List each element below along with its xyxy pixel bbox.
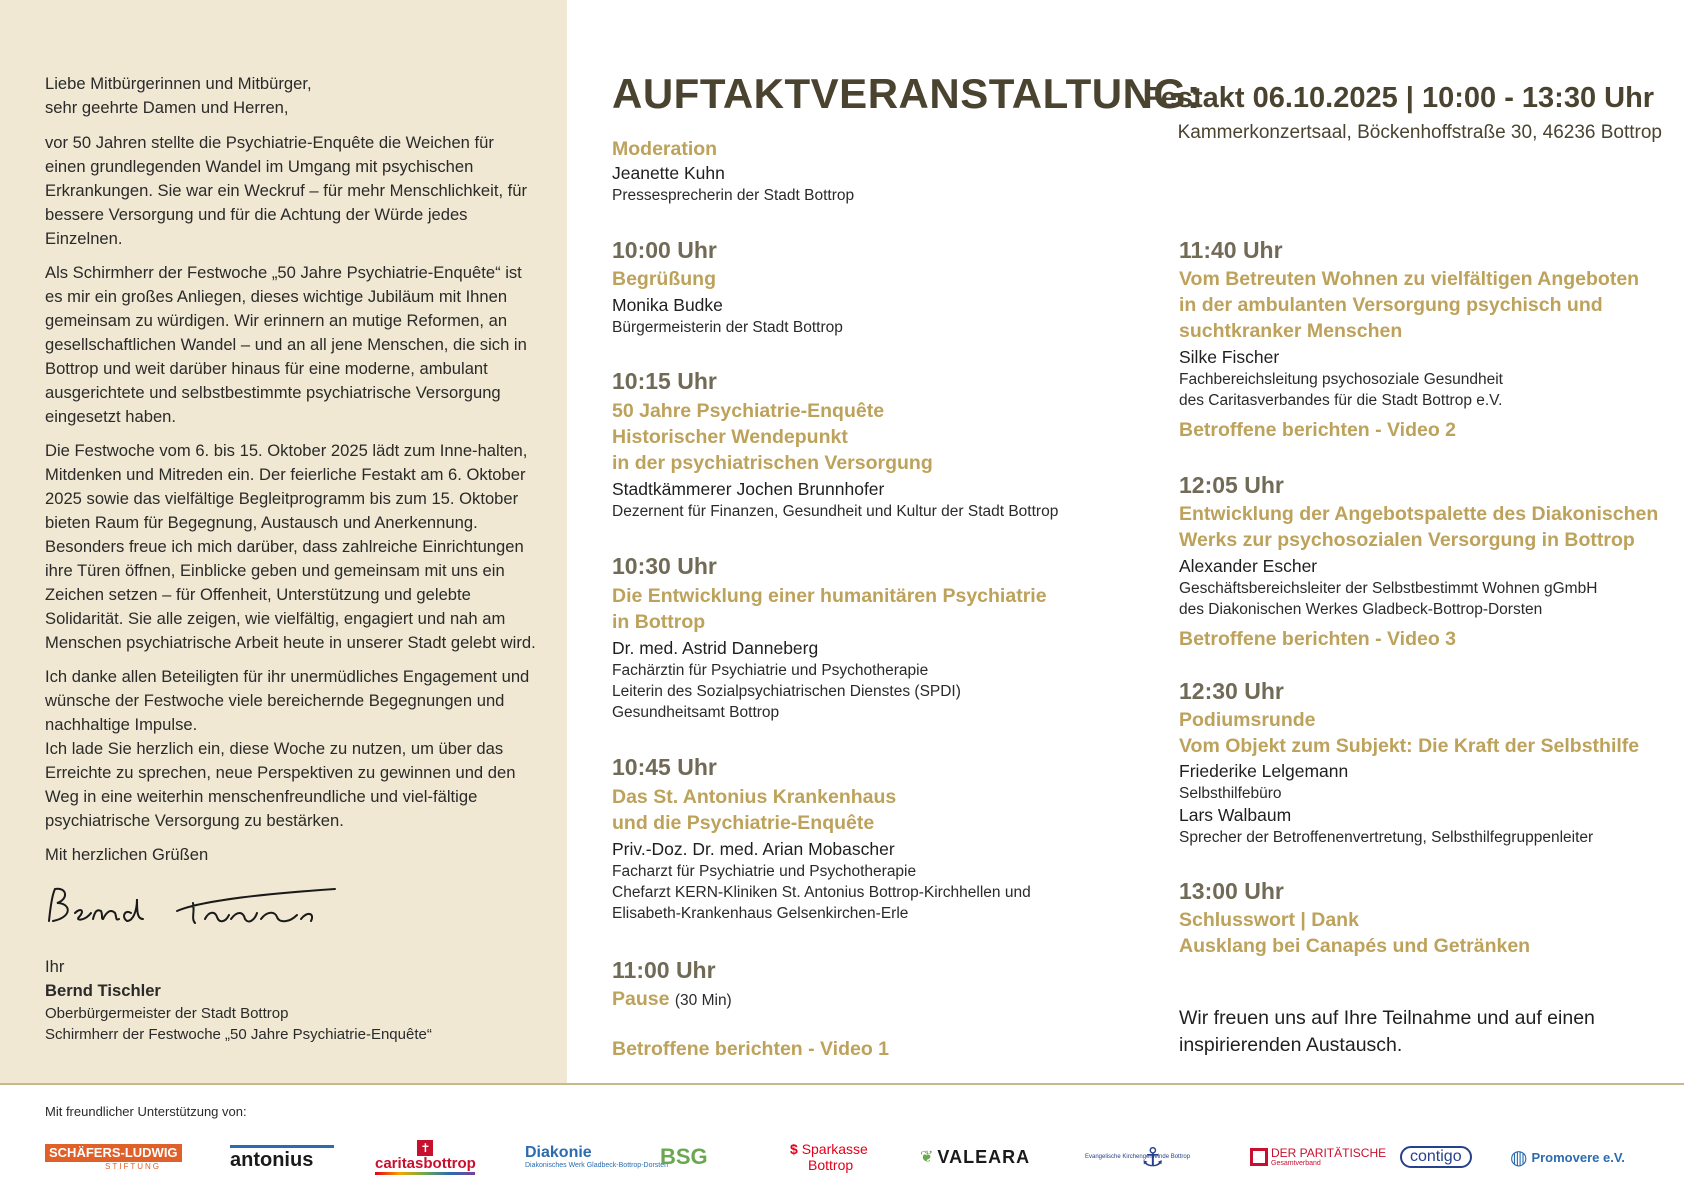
program-speaker: Dr. med. Astrid Danneberg [612,638,819,658]
letter-ihr: Ihr [45,957,65,976]
program-header [612,70,1662,143]
video-label: Betroffene berichten - Video 2 [1179,419,1457,441]
program-item [612,236,843,338]
program-topic: suchtkranker Menschen [1179,320,1403,342]
program-role: Dezernent für Finanzen, Gesundheit und Kultur der Stadt Bottrop [612,503,1059,520]
video-label: Betroffene berichten - Video 3 [1179,628,1457,650]
program-topic: Entwicklung der Angebotspalette des Diakonischen [1179,503,1659,525]
program-topic: Vom Betreuten Wohnen zu vielfältigen Angeboten [1179,268,1640,290]
program-role: Chefarzt KERN-Kliniken St. Antonius Bottrop-Kirchhellen und [612,884,1031,901]
program-role: Sprecher der Betroffenenvertretung, Selbsthilfegruppenleiter [1179,829,1594,846]
signatory-title-2: Schirmherr der Festwoche „50 Jahre Psychiatrie-Enquête“ [45,1026,432,1043]
program-topic: und die Psychiatrie-Enquête [612,812,875,834]
program-topic: in Bottrop [612,611,706,633]
program-speaker: Silke Fischer [1179,347,1280,367]
sponsor-logos [45,1136,1645,1178]
program-time: 13:00 Uhr [1179,878,1284,904]
logo-sparkasse: $ Sparkasse Bottrop [790,1141,868,1173]
valeara-leaf-icon: ❦ [920,1149,934,1166]
logo-diakonie: Diakonie Diakonisches Werk Gladbeck-Bottrop-Dorsten [525,1144,669,1169]
program-role: Leiterin des Sozialpsychiatrischen Dienstes (SPDI) [612,683,961,700]
pause-label: Pause [612,988,670,1010]
salutation-line-2: sehr geehrte Damen und Herren, [45,98,289,117]
letter-paragraph: Als Schirmherr der Festwoche „50 Jahre Psychiatrie-Enquête“ ist es mir ein großes Anliegen, dieses wichtige Jubiläum mit Ihnen gemeinsam zu würdigen. Wir erinnern an mutige Reformen, an gesellschaftlichen Wandel – und an all jene Menschen, die sich in Bottrop und weit darüber hinaus für eine moderne, ambulant ausgerichtete und selbstbestimmte psychiatrische Versorgung eingesetzt haben. [45,263,527,426]
program-item [612,753,1031,924]
pause-block [612,956,889,1062]
program-time: 10:15 Uhr [612,368,717,394]
logo-promovere: ◍ Promovere e.V. [1510,1146,1625,1169]
program-item [1179,471,1658,652]
program-time: 10:00 Uhr [612,237,717,263]
pause-duration: (30 Min) [674,992,732,1009]
closing-message [1179,1005,1595,1059]
final-block [1179,877,1530,959]
letter-greeting: Mit herzlichen Grüßen [45,845,209,864]
program-item [1179,236,1639,443]
program-topic: Werks zur psychosozialen Versorgung in Bottrop [1179,529,1635,551]
program-role: Fachärztin für Psychiatrie und Psychotherapie [612,662,929,679]
logo-paritaetische: DER PARITÄTISCHE Gesamtverband [1250,1136,1386,1178]
program-speaker: Monika Budke [612,295,723,315]
signatory-title-1: Oberbürgermeister der Stadt Bottrop [45,1005,289,1022]
program-topic: Vom Objekt zum Subjekt: Die Kraft der Selbsthilfe [1179,735,1640,757]
footer-divider [0,1083,1684,1085]
program-role: Fachbereichsleitung psychosoziale Gesundheit [1179,371,1503,388]
program-time: 12:05 Uhr [1179,472,1284,498]
program-speaker: Alexander Escher [1179,556,1318,576]
letter-paragraph: Ich danke allen Beteiligten für ihr unermüdliches Engagement und wünsche der Festwoche viele bereichernde Begegnungen und nachhaltige Impulse. [45,667,530,734]
program-item [612,552,1047,723]
caritas-cross-icon: ✝ [417,1140,433,1156]
program-time: 12:30 Uhr [1179,678,1284,704]
letter-paragraph: Die Festwoche vom 6. bis 15. Oktober 2025 lädt zum Inne-halten, Mitdenken und Mitreden ein. Der feierliche Festakt am 6. Oktober 2025 sowie das vielfältige Begleitprogramm bis zum 15. Oktober bieten Raum für Begegnung, Austausch und Anerkennung. Besonders freue ich mich darüber, dass zahlreiche Einrichtungen ihre Türen öffnen, Einblicke geben und gemeinsam mit uns ein Zeichen setzen – für Offenheit, Unterstützung und gelebte Solidarität. Sie alle zeigen, wie vielfältig, engagiert und nah am Menschen psychiatrische Arbeit heute in unserer Stadt gelebt wird. [45,441,536,652]
program-time: 10:45 Uhr [612,754,717,780]
salutation-line-1: Liebe Mitbürgerinnen und Mitbürger, [45,74,312,93]
program-topic: Historischer Wendepunkt [612,426,848,448]
salutation [45,72,537,120]
handwritten-signature [45,881,537,933]
logo-caritas: ✝ caritasbottrop [375,1136,476,1178]
program-topic: Das St. Antonius Krankenhaus [612,786,897,808]
video-label: Betroffene berichten - Video 1 [612,1038,890,1060]
program-topic: in der psychiatrischen Versorgung [612,452,933,474]
program-item [612,367,1058,522]
logo-bsg: BSG [660,1144,708,1169]
support-label: Mit freundlicher Unterstützung von: [45,1104,247,1119]
moderator-role: Pressesprecherin der Stadt Bottrop [612,187,855,204]
closing-line-2: inspirierenden Austausch. [1179,1034,1403,1056]
logo-evangelische-kirchengemeinde: Evangelische Kirchengemeinde Bottrop ⚓ [1085,1141,1191,1172]
pause-time: 11:00 Uhr [612,957,716,983]
program-topic: Podiumsrunde [1179,709,1316,731]
program-topic: in der ambulanten Versorgung psychisch und [1179,294,1603,316]
letter-paragraph: Ich lade Sie herzlich ein, diese Woche zu nutzen, um über das Erreichte zu sprechen, neue Perspektiven zu gewinnen und den Weg in eine weiterhin menschenfreundliche und viel-fältige psychiatrische Versorgung zu bestärken. [45,739,516,830]
program-role: des Caritasverbandes für die Stadt Bottrop e.V. [1179,392,1503,409]
event-date-time: Festakt 06.10.2025 | 10:00 - 13:30 Uhr [1143,82,1655,114]
program-topic: Die Entwicklung einer humanitären Psychiatrie [612,585,1047,607]
program-topic: Ausklang bei Canapés und Getränken [1179,935,1531,957]
program-time: 10:30 Uhr [612,553,717,579]
moderation-block [612,136,854,206]
logo-antonius: antonius [230,1136,334,1178]
letter-paragraph: vor 50 Jahren stellte die Psychiatrie-Enquête die Weichen für einen grundlegenden Wandel im Umgang mit psychischen Erkrankungen. Sie war ein Weckruf – für mehr Menschlichkeit, für bessere Versorgung und für die Achtung der Würde jedes Einzelnen. [45,133,528,248]
sponsor-footer [0,1086,1684,1192]
program-speaker: Stadtkämmerer Jochen Brunnhofer [612,479,885,499]
program-topic: 50 Jahre Psychiatrie-Enquête [612,400,885,422]
event-venue: Kammerkonzertsaal, Böckenhoffstraße 30, 46236 Bottrop [1177,122,1662,143]
program-role: Geschäftsbereichsleiter der Selbstbestimmt Wohnen gGmbH [1179,580,1598,597]
program-topic: Begrüßung [612,268,716,290]
program-speaker: Friederike Lelgemann [1179,761,1349,781]
program-role: Selbsthilfebüro [1179,785,1282,802]
paritaetische-square-icon [1250,1148,1268,1166]
signatory-name: Bernd Tischler [45,981,161,1000]
program-speaker: Lars Walbaum [1179,805,1292,825]
program-time: 11:40 Uhr [1179,237,1283,263]
program-topic: Schlusswort | Dank [1179,909,1359,931]
program-speaker: Priv.-Doz. Dr. med. Arian Mobascher [612,839,895,859]
program-panel [567,0,1684,1083]
program-role: Facharzt für Psychiatrie und Psychotherapie [612,863,917,880]
moderator-name: Jeanette Kuhn [612,163,725,183]
letter-panel [0,0,567,1083]
sparkasse-icon: $ [790,1141,802,1157]
program-role: des Diakonischen Werkes Gladbeck-Bottrop-Dorsten [1179,601,1543,618]
program-role: Gesundheitsamt Bottrop [612,704,780,721]
closing-line-1: Wir freuen uns auf Ihre Teilnahme und auf einen [1179,1007,1595,1029]
logo-contigo: contigo [1400,1136,1472,1178]
logo-schaefers-ludwig: SCHÄFERS-LUDWIG STIFTUNG [45,1136,182,1178]
church-emblem-icon: ⚓ [1141,1141,1165,1172]
podium-block [1179,677,1639,848]
program-role: Bürgermeisterin der Stadt Bottrop [612,319,843,336]
page-title: AUFTAKTVERANSTALTUNG: [612,70,1202,117]
moderation-label: Moderation [612,138,718,160]
logo-valeara: ❦ VALEARA [920,1146,1031,1167]
promovere-globe-icon: ◍ [1510,1146,1528,1169]
program-role: Elisabeth-Krankenhaus Gelsenkirchen-Erle [612,905,909,922]
